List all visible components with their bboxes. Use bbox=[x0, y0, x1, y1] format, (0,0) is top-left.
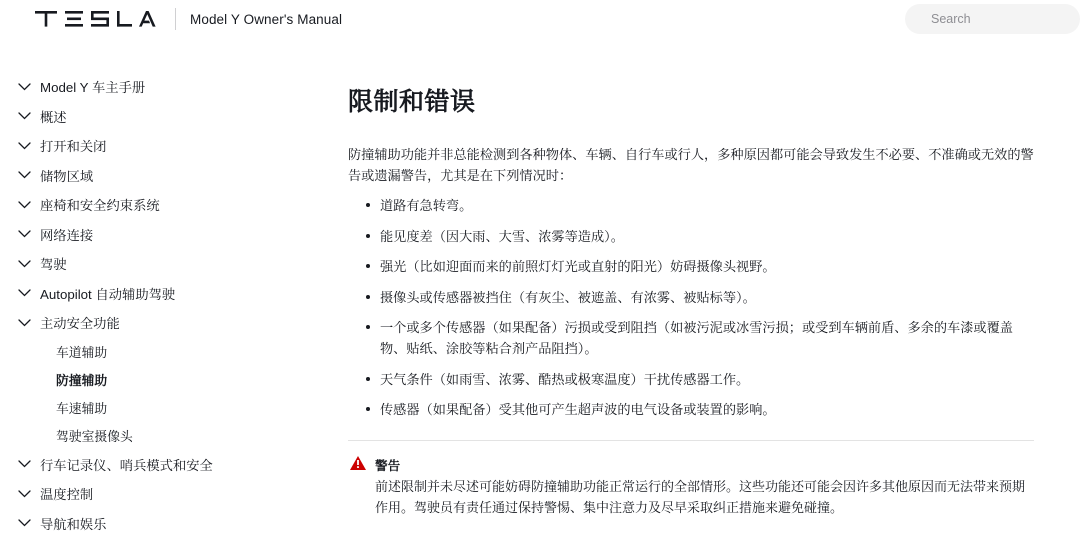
warning-text: 前述限制并未尽述可能妨碍防撞辅助功能正常运行的全部情形。这些功能还可能会因许多其他原因而无法带来预期作用。驾驶员有责任通过保持警惕、集中注意力及尽早采取纠正措施来避免碰撞。 bbox=[375, 477, 1034, 518]
sidebar-item[interactable] bbox=[0, 131, 348, 161]
search-input[interactable] bbox=[929, 11, 1080, 27]
sidebar-subitem[interactable] bbox=[0, 394, 348, 422]
sidebar-item-label: 车道辅助 bbox=[56, 342, 107, 361]
sidebar-item-label: 打开和关闭 bbox=[40, 136, 106, 155]
tesla-logo[interactable] bbox=[35, 11, 159, 27]
sidebar-subitem[interactable] bbox=[0, 366, 348, 394]
sidebar-item-label: 座椅和安全约束系统 bbox=[40, 195, 160, 214]
sidebar-item-label: 主动安全功能 bbox=[40, 313, 120, 332]
page-body bbox=[0, 38, 1080, 465]
sidebar-nav bbox=[0, 38, 348, 465]
list-item: 传感器（如果配备）受其他可产生超声波的电气设备或装置的影响。 bbox=[366, 399, 1034, 420]
sidebar-item-label: 驾驶 bbox=[40, 254, 67, 273]
sidebar-item[interactable] bbox=[0, 479, 348, 509]
sidebar-item[interactable] bbox=[0, 220, 348, 250]
sidebar-item-label: 概述 bbox=[40, 107, 67, 126]
sidebar-item-label: 驾驶室摄像头 bbox=[56, 426, 133, 445]
sidebar-subitem[interactable] bbox=[0, 338, 348, 366]
app-header bbox=[0, 0, 1080, 38]
sidebar-item-label: 温度控制 bbox=[40, 484, 93, 503]
list-item: 一个或多个传感器（如果配备）污损或受到阻挡（如被污泥或冰雪污损；或受到车辆前盾、多余的车漆或覆盖物、贴纸、涂胶等粘合剂产品阻挡）。 bbox=[366, 317, 1034, 359]
main-content bbox=[348, 38, 1080, 465]
sidebar-item[interactable] bbox=[0, 308, 348, 338]
warning-title: 警告 bbox=[375, 455, 1034, 474]
sidebar-item[interactable] bbox=[0, 279, 348, 309]
chevron-down-icon[interactable] bbox=[16, 490, 32, 498]
sidebar-item[interactable] bbox=[0, 190, 348, 220]
sidebar-item[interactable] bbox=[0, 249, 348, 279]
sidebar-item[interactable] bbox=[0, 509, 348, 538]
list-item: 天气条件（如雨雪、浓雾、酷热或极寒温度）干扰传感器工作。 bbox=[366, 369, 1034, 390]
list-item: 能见度差（因大雨、大雪、浓雾等造成）。 bbox=[366, 226, 1034, 247]
header-divider bbox=[175, 8, 176, 30]
chevron-down-icon[interactable] bbox=[16, 260, 32, 268]
sidebar-item-label: Model Y 车主手册 bbox=[40, 77, 145, 96]
search-box[interactable] bbox=[905, 4, 1080, 34]
chevron-down-icon[interactable] bbox=[16, 289, 32, 297]
sidebar-item-label: 储物区域 bbox=[40, 166, 93, 185]
chevron-down-icon[interactable] bbox=[16, 519, 32, 527]
sidebar-item-label: 防撞辅助 bbox=[56, 370, 107, 389]
chevron-down-icon[interactable] bbox=[16, 171, 32, 179]
chevron-down-icon[interactable] bbox=[16, 201, 32, 209]
sidebar-item-label: 行车记录仪、哨兵模式和安全 bbox=[40, 455, 213, 474]
warning-callout bbox=[348, 440, 1034, 518]
chevron-down-icon[interactable] bbox=[16, 319, 32, 327]
sidebar-item[interactable] bbox=[0, 72, 348, 102]
sidebar-item[interactable] bbox=[0, 102, 348, 132]
chevron-down-icon[interactable] bbox=[16, 142, 32, 150]
page-title: 限制和错误 bbox=[348, 82, 1034, 118]
manual-title: Model Y Owner's Manual bbox=[190, 12, 342, 27]
sidebar-item[interactable] bbox=[0, 450, 348, 480]
sidebar-subitem[interactable] bbox=[0, 422, 348, 450]
sidebar-item-label: 导航和娱乐 bbox=[40, 514, 106, 533]
intro-paragraph: 防撞辅助功能并非总能检测到各种物体、车辆、自行车或行人，多种原因都可能会导致发生不必要、不准确或无效的警告或遗漏警告，尤其是在下列情况时： bbox=[348, 144, 1034, 186]
chevron-down-icon[interactable] bbox=[16, 230, 32, 238]
list-item: 道路有急转弯。 bbox=[366, 195, 1034, 216]
chevron-down-icon[interactable] bbox=[16, 460, 32, 468]
sidebar-item-label: 网络连接 bbox=[40, 225, 93, 244]
list-item: 摄像头或传感器被挡住（有灰尘、被遮盖、有浓雾、被贴标等）。 bbox=[366, 287, 1034, 308]
list-item: 强光（比如迎面而来的前照灯灯光或直射的阳光）妨碍摄像头视野。 bbox=[366, 256, 1034, 277]
chevron-down-icon[interactable] bbox=[16, 83, 32, 91]
sidebar-item-label: Autopilot 自动辅助驾驶 bbox=[40, 284, 175, 303]
sidebar-item-label: 车速辅助 bbox=[56, 398, 107, 417]
chevron-down-icon[interactable] bbox=[16, 112, 32, 120]
sidebar-item[interactable] bbox=[0, 161, 348, 191]
limitations-list bbox=[348, 195, 1034, 420]
warning-triangle-icon bbox=[350, 456, 366, 518]
